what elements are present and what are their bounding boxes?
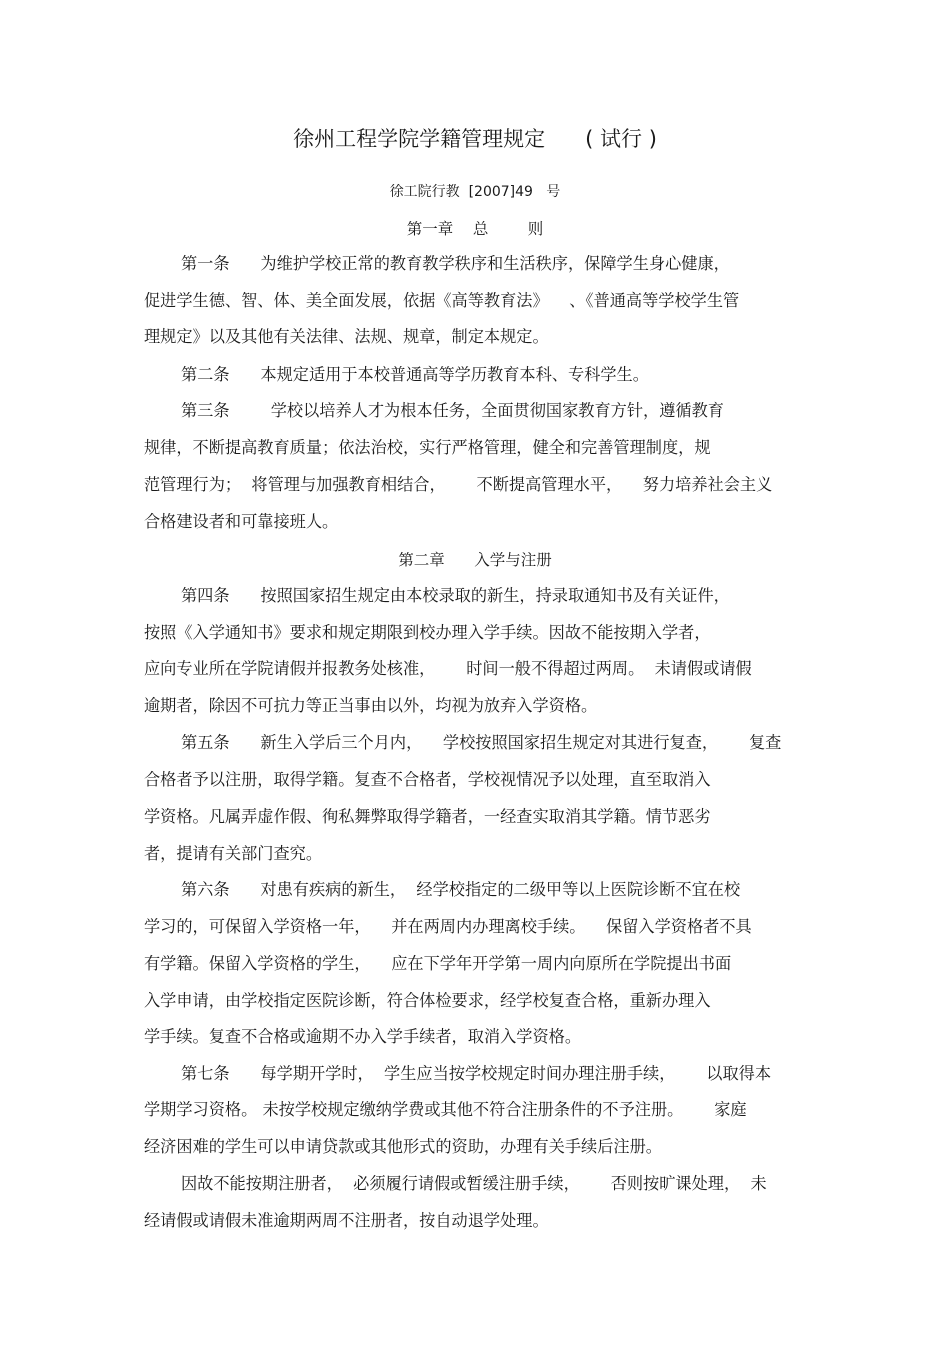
text-line: 学期学习资格。 未按学校规定缴纳学费或其他不符合注册条件的不予注册。 家庭 xyxy=(144,1100,747,1119)
text-line: 学习的，可保留入学资格一年， 并在两周内办理离校手续。 保留入学资格者不具 xyxy=(144,917,752,936)
text-line: 促进学生德、智、体、美全面发展，依据《高等教育法》 、《普通高等学校学生管 xyxy=(144,291,740,310)
chapter-heading: 第一章 总 则 xyxy=(406,220,544,238)
text-line: 因故不能按期注册者， 必须履行请假或暂缓注册手续， 否则按旷课处理， 未 xyxy=(181,1174,767,1193)
text-line: 经请假或请假未准逾期两周不注册者，按自动退学处理。 xyxy=(144,1211,549,1230)
text-line: 第一条 为维护学校正常的教育教学秩序和生活秩序，保障学生身心健康， xyxy=(181,254,730,273)
text-line: 入学申请，由学校指定医院诊断，符合体检要求，经学校复查合格，重新办理入 xyxy=(144,991,711,1010)
text-line: 第五条 新生入学后三个月内， 学校按照国家招生规定对其进行复查， 复查 xyxy=(181,733,782,752)
text-line: 规律，不断提高教育质量；依法治校，实行严格管理，健全和完善管理制度，规 xyxy=(144,438,711,457)
text-line: 第二条 本规定适用于本校普通高等学历教育本科、专科学生。 xyxy=(181,365,649,384)
chapter-heading: 第二章 入学与注册 xyxy=(398,551,552,569)
document-title: 徐州工程学院学籍管理规定 ( 试行 ) xyxy=(293,127,657,151)
text-line: 合格者予以注册，取得学籍。复查不合格者，学校视情况予以处理，直至取消入 xyxy=(144,770,711,789)
text-line: 按照《入学通知书》要求和规定期限到校办理入学手续。因故不能按期入学者， xyxy=(144,623,711,642)
text-line: 学资格。凡属弄虚作假、徇私舞弊取得学籍者，一经查实取消其学籍。情节恶劣 xyxy=(144,807,711,826)
text-line: 学手续。复查不合格或逾期不办入学手续者，取消入学资格。 xyxy=(144,1027,582,1046)
text-line: 合格建设者和可靠接班人。 xyxy=(144,512,339,531)
text-line: 应向专业所在学院请假并报教务处核准， 时间一般不得超过两周。 未请假或请假 xyxy=(144,659,752,678)
text-line: 第七条 每学期开学时， 学生应当按学校规定时间办理注册手续， 以取得本 xyxy=(181,1064,772,1083)
document-number: 徐工院行教 [2007]49 号 xyxy=(389,184,561,200)
text-line: 逾期者，除因不可抗力等正当事由以外，均视为放弃入学资格。 xyxy=(144,696,598,715)
text-line: 第三条 学校以培养人才为根本任务，全面贯彻国家教育方针，遵循教育 xyxy=(181,401,724,420)
text-line: 经济困难的学生可以申请贷款或其他形式的资助，办理有关手续后注册。 xyxy=(144,1137,662,1156)
text-line: 者，提请有关部门查究。 xyxy=(144,844,323,863)
text-line: 理规定》以及其他有关法律、法规、规章，制定本规定。 xyxy=(144,327,549,346)
text-line: 范管理行为； 将管理与加强教育相结合， 不断提高管理水平， 努力培养社会主义 xyxy=(144,475,773,494)
text-line: 第六条 对患有疾病的新生， 经学校指定的二级甲等以上医院诊断不宜在校 xyxy=(181,880,741,899)
text-line: 第四条 按照国家招生规定由本校录取的新生，持录取通知书及有关证件， xyxy=(181,586,730,605)
text-line: 有学籍。保留入学资格的学生， 应在下学年开学第一周内向原所在学院提出书面 xyxy=(144,954,732,973)
